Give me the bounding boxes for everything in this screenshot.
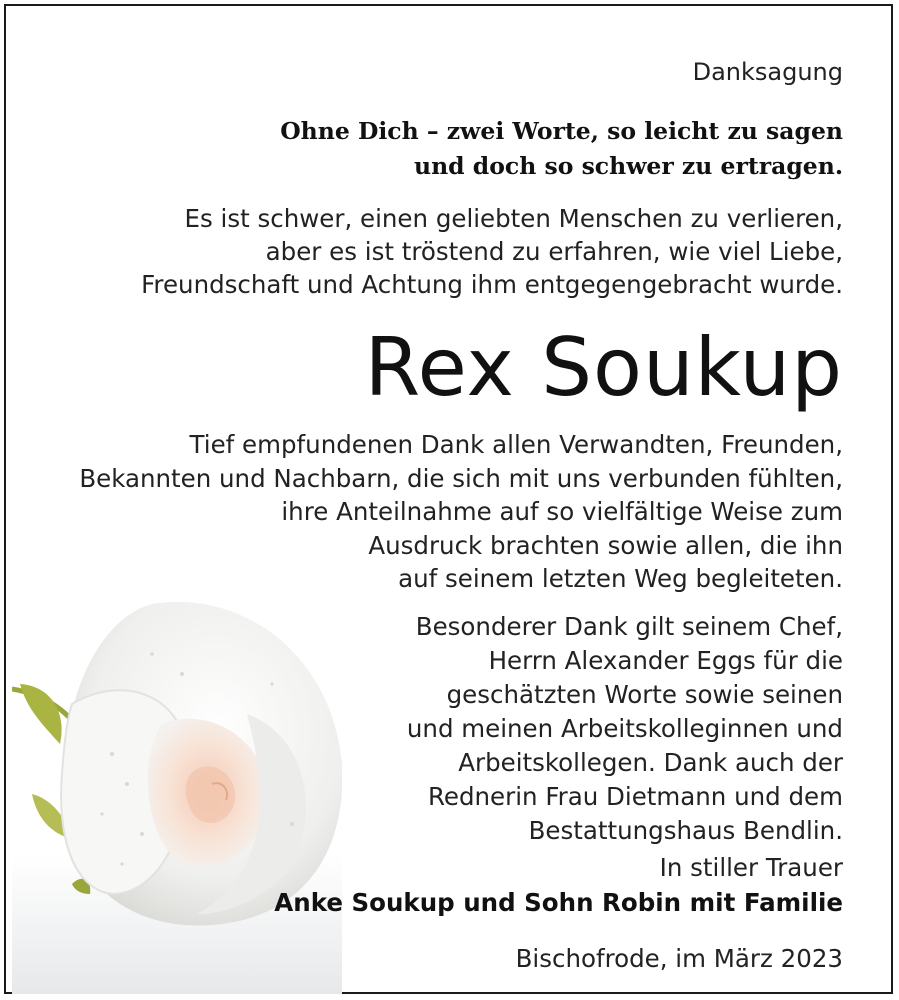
place-and-date: Bischofrode, im März 2023 [515, 944, 843, 973]
intro-line: Freundschaft und Achtung ihm entgegengebracht wurde. [141, 270, 843, 299]
special-line: und meinen Arbeitskolleginnen und [406, 714, 843, 743]
thanks-line: Bekannten und Nachbarn, die sich mit uns verbunden fühlten, [79, 463, 843, 493]
special-line: Rednerin Frau Dietmann und dem [427, 782, 843, 811]
family-signature: Anke Soukup und Sohn Robin mit Familie [274, 888, 843, 917]
thanks-line: ihre Anteilnahme auf so vielfältige Weise zum [281, 497, 843, 526]
thanks-paragraph [79, 428, 843, 596]
white-rose-image [12, 594, 342, 994]
deceased-name: Rex Soukup [364, 321, 843, 414]
quote-line: und doch so schwer zu ertragen. [414, 152, 843, 180]
special-line: Besonderer Dank gilt seinem Chef, [415, 612, 843, 641]
special-thanks-paragraph [407, 610, 843, 848]
intro-paragraph [141, 202, 843, 301]
obituary-notice-frame [4, 4, 893, 994]
thanks-line: Ausdruck brachten sowie allen, die ihn [368, 530, 843, 560]
opening-quote [280, 114, 843, 184]
quote-line: Ohne Dich – zwei Worte, so leicht zu sagen [280, 117, 843, 145]
thanks-line: Tief empfundenen Dank allen Verwandten, Freunden, [189, 430, 843, 459]
special-line: Herrn Alexander Eggs für die [488, 646, 843, 675]
intro-line: aber es ist tröstend zu erfahren, wie viel Liebe, [265, 237, 843, 266]
notice-heading: Danksagung [692, 58, 843, 86]
intro-line: Es ist schwer, einen geliebten Menschen zu verlieren, [184, 204, 843, 233]
mourning-line: In stiller Trauer [659, 853, 843, 882]
thanks-line: auf seinem letzten Weg begleiteten. [398, 564, 843, 593]
special-line: Bestattungshaus Bendlin. [528, 816, 843, 845]
special-line: geschätzten Worte sowie seinen [446, 680, 843, 709]
special-line: Arbeitskollegen. Dank auch der [458, 748, 843, 777]
